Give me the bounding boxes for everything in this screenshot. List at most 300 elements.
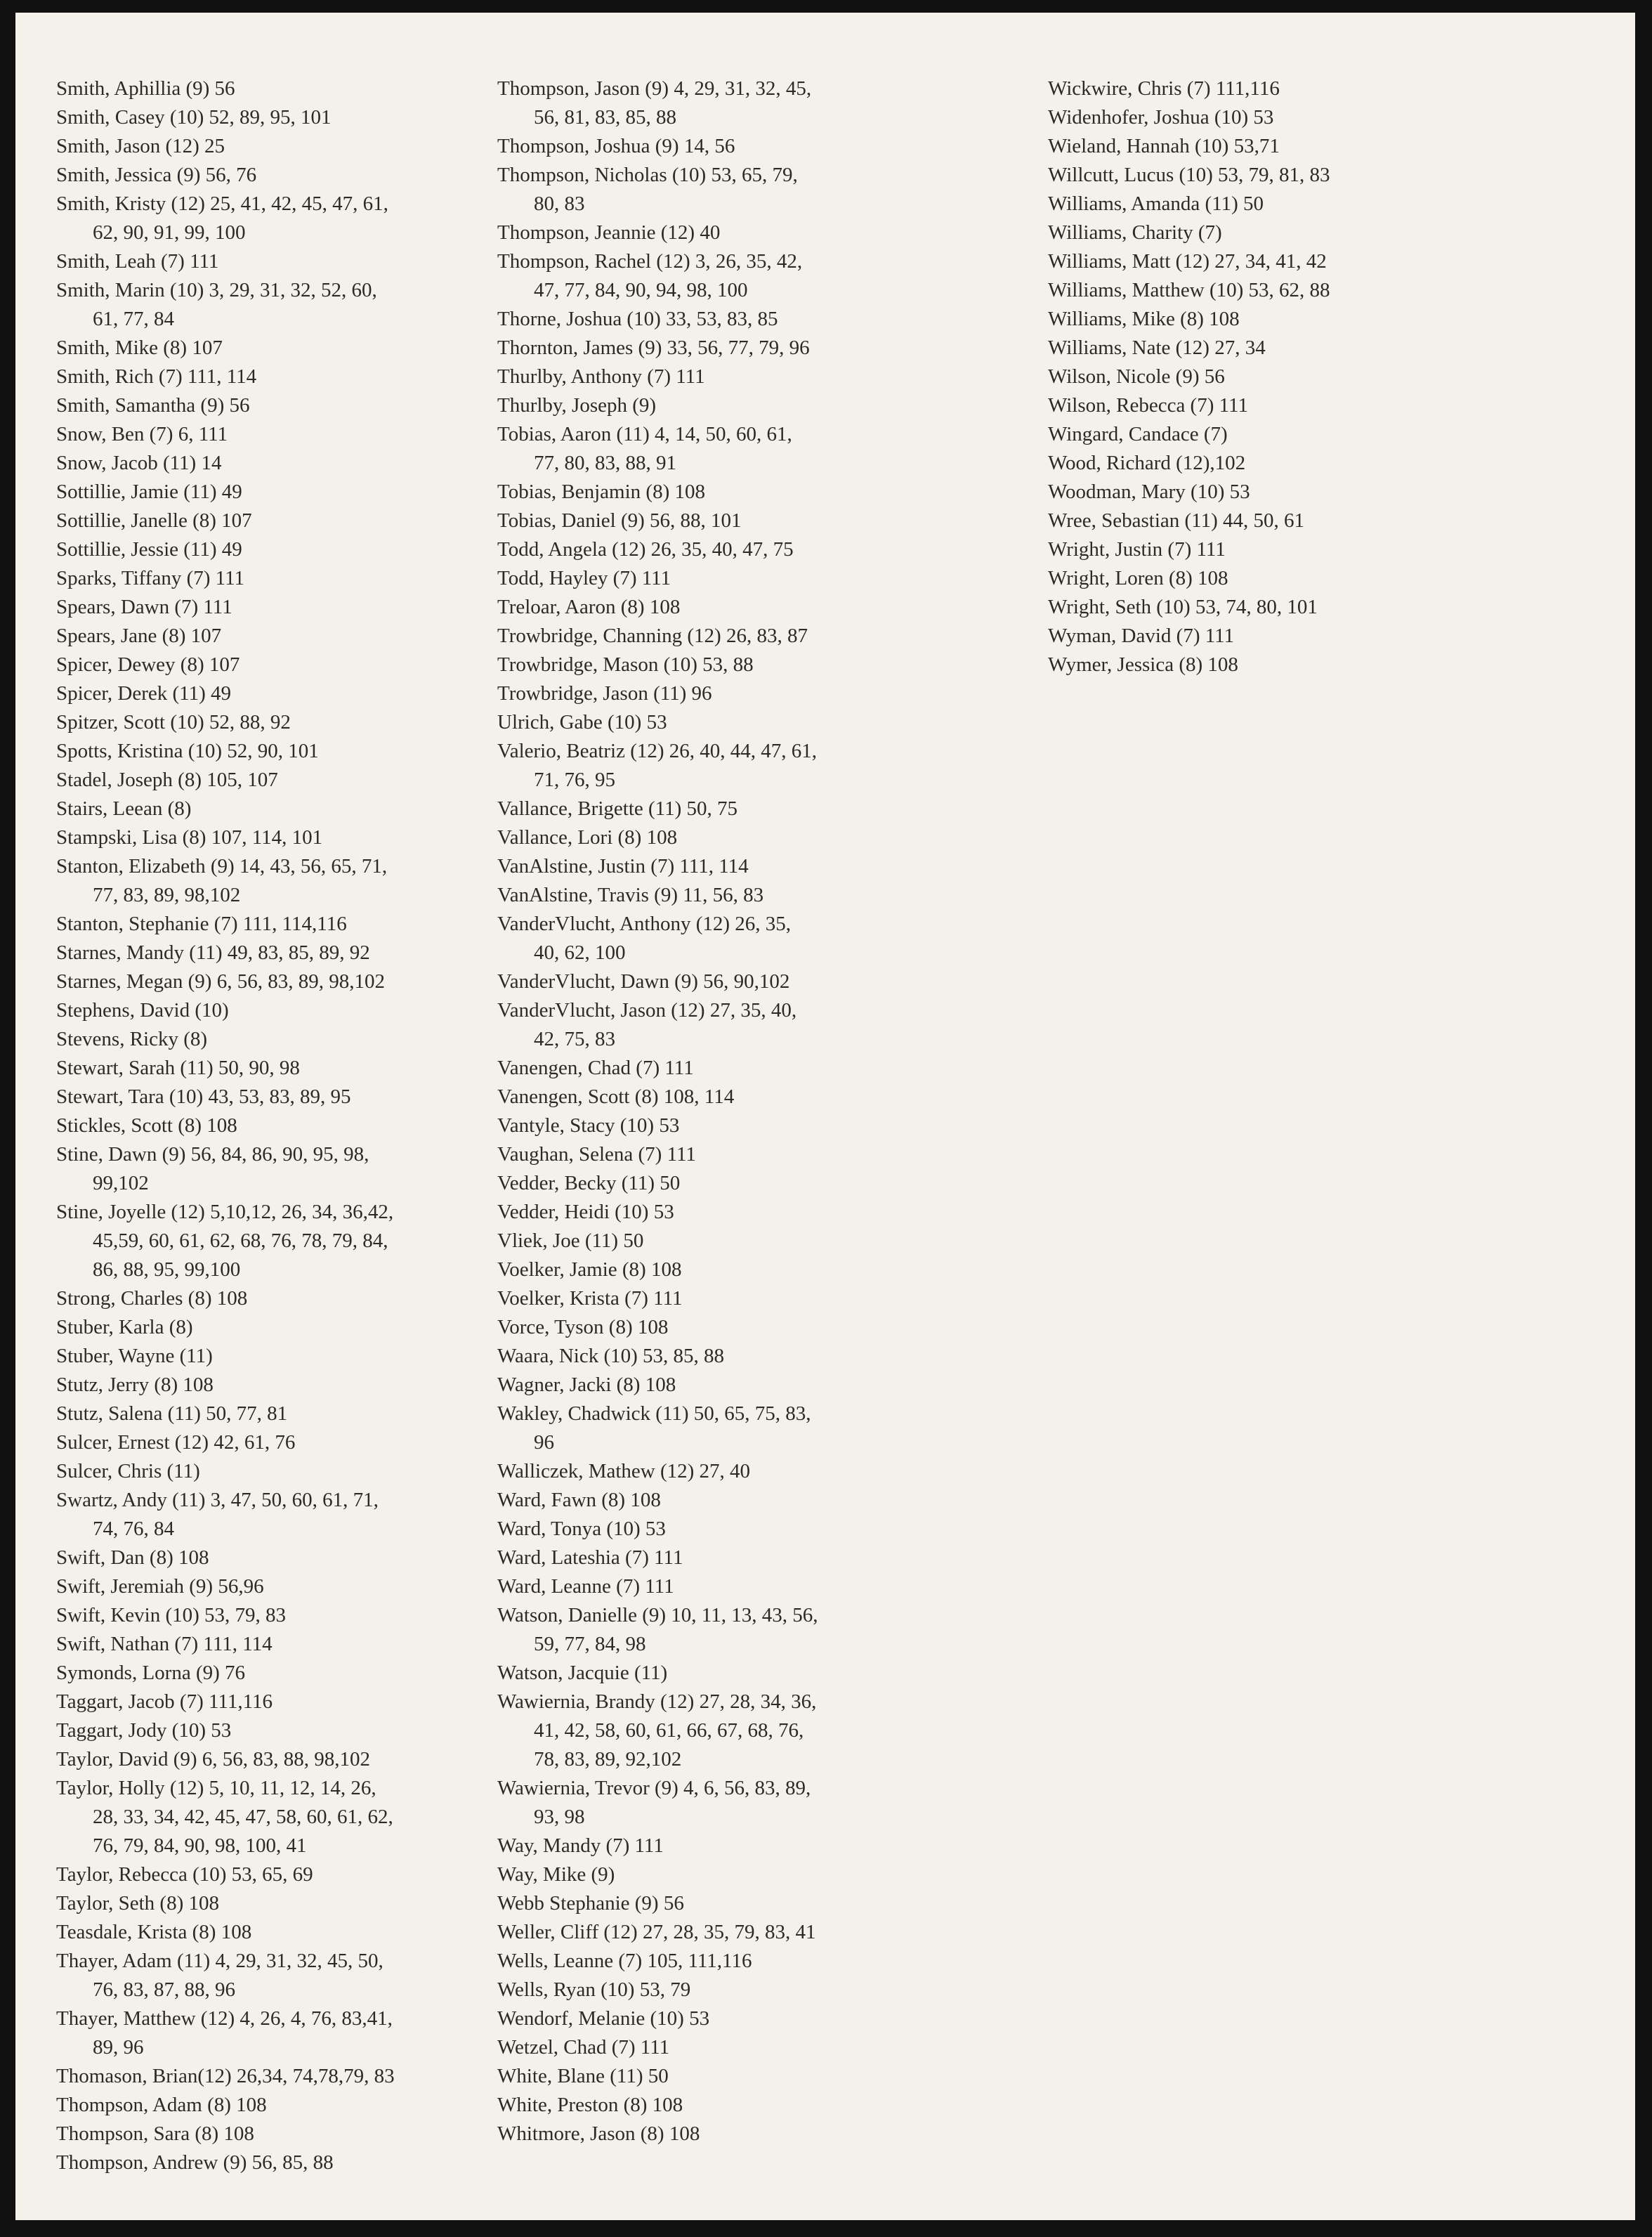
index-entry	[56, 1457, 478, 1486]
index-entry	[56, 1400, 478, 1428]
index-entry	[56, 74, 478, 103]
index-entry-name-line: Wetzel, Chad (7) 111	[497, 2036, 670, 2059]
index-entry-name-line: Wright, Loren (8) 108	[1048, 567, 1228, 589]
index-entry-name-line: Todd, Hayley (7) 111	[497, 567, 671, 589]
index-entry-name-line: Spears, Jane (8) 107	[56, 625, 222, 647]
index-entry-name-line: Taylor, Holly (12) 5, 10, 11, 12, 14, 26,	[56, 1777, 376, 1799]
index-entry-name-line: Sulcer, Ernest (12) 42, 61, 76	[56, 1431, 296, 1454]
index-entry	[497, 2062, 1031, 2091]
index-entry	[1048, 132, 1596, 161]
index-entry	[56, 1860, 478, 1889]
index-entry	[56, 1544, 478, 1572]
index-entry-page-continuation: 40, 62, 100	[534, 941, 626, 964]
index-entry	[497, 1774, 1031, 1832]
index-entry	[497, 622, 1031, 651]
index-entry	[497, 1918, 1031, 1947]
index-entry-name-line: Strong, Charles (8) 108	[56, 1287, 248, 1310]
index-entry-name-line: Ward, Fawn (8) 108	[497, 1489, 661, 1511]
index-entry	[56, 1371, 478, 1400]
index-entry	[56, 1054, 478, 1083]
index-entry	[497, 881, 1031, 910]
index-entry	[497, 2120, 1031, 2148]
index-entry	[1048, 535, 1596, 564]
index-entry-name-line: Weller, Cliff (12) 27, 28, 35, 79, 83, 41	[497, 1921, 816, 1943]
index-entry-name-line: Thompson, Nicholas (10) 53, 65, 79,	[497, 164, 798, 186]
index-entry-name-line: Wawiernia, Trevor (9) 4, 6, 56, 83, 89,	[497, 1777, 811, 1799]
index-entry	[497, 593, 1031, 622]
index-entry-name-line: Williams, Matthew (10) 53, 62, 88	[1048, 279, 1330, 301]
index-entry-name-line: Vantyle, Stacy (10) 53	[497, 1114, 680, 1137]
index-entry-name-line: White, Blane (11) 50	[497, 2065, 669, 2087]
index-entry-name-line: Voelker, Jamie (8) 108	[497, 1258, 682, 1281]
index-entry-name-line: Swift, Nathan (7) 111, 114	[56, 1633, 273, 1655]
index-entry-name-line: Stanton, Elizabeth (9) 14, 43, 56, 65, 71,	[56, 855, 388, 878]
index-entry	[497, 737, 1031, 795]
index-entry-name-line: Sottillie, Jamie (11) 49	[56, 481, 242, 503]
index-entry-name-line: Todd, Angela (12) 26, 35, 40, 47, 75	[497, 538, 794, 561]
index-entry	[497, 1688, 1031, 1774]
index-entry	[56, 2004, 478, 2062]
index-entry	[56, 276, 478, 334]
index-entry	[56, 1716, 478, 1745]
index-entry	[1048, 420, 1596, 449]
index-entry-name-line: Williams, Amanda (11) 50	[1048, 193, 1264, 215]
index-entry-name-line: Stine, Dawn (9) 56, 84, 86, 90, 95, 98,	[56, 1143, 369, 1166]
index-entry-name-line: Watson, Danielle (9) 10, 11, 13, 43, 56,	[497, 1604, 818, 1626]
index-entry-name-line: Stine, Joyelle (12) 5,10,12, 26, 34, 36,42,	[56, 1201, 394, 1223]
index-entry-name-line: Wawiernia, Brandy (12) 27, 28, 34, 36,	[497, 1690, 817, 1713]
index-entry-name-line: Sparks, Tiffany (7) 111	[56, 567, 244, 589]
index-entry-name-line: Woodman, Mary (10) 53	[1048, 481, 1250, 503]
index-entry-name-line: Thomason, Brian(12) 26,34, 74,78,79, 83	[56, 2065, 395, 2087]
index-entry-name-line: Taylor, Seth (8) 108	[56, 1892, 219, 1915]
index-entry-name-line: Spitzer, Scott (10) 52, 88, 92	[56, 711, 291, 733]
index-entry	[56, 1313, 478, 1342]
index-entry	[56, 1774, 478, 1860]
index-entry-name-line: Widenhofer, Joshua (10) 53	[1048, 106, 1274, 129]
index-entry	[497, 1400, 1031, 1457]
index-entry-name-line: Voelker, Krista (7) 111	[497, 1287, 683, 1310]
index-entry-name-line: Stutz, Salena (11) 50, 77, 81	[56, 1402, 288, 1425]
index-entry-name-line: Vaughan, Selena (7) 111	[497, 1143, 696, 1166]
index-entry-page-continuation: 78, 83, 89, 92,102	[534, 1748, 682, 1770]
index-entry	[56, 996, 478, 1025]
index-entry-name-line: White, Preston (8) 108	[497, 2094, 683, 2116]
index-entry	[1048, 449, 1596, 478]
index-entry	[56, 190, 478, 247]
index-entry	[497, 1572, 1031, 1601]
index-entry	[56, 1486, 478, 1544]
index-entry	[1048, 219, 1596, 247]
index-entry-name-line: Symonds, Lorna (9) 76	[56, 1662, 246, 1684]
index-entry	[497, 507, 1031, 535]
index-entry-name-line: Trowbridge, Channing (12) 26, 83, 87	[497, 625, 808, 647]
index-entry-name-line: Williams, Mike (8) 108	[1048, 308, 1240, 330]
index-entry-name-line: Williams, Matt (12) 27, 34, 41, 42	[1048, 250, 1327, 273]
index-entry-name-line: Stampski, Lisa (8) 107, 114, 101	[56, 826, 323, 849]
index-entry-name-line: Vliek, Joe (11) 50	[497, 1230, 644, 1252]
index-entry-name-line: Williams, Charity (7)	[1048, 221, 1222, 244]
index-entry-name-line: Stuber, Karla (8)	[56, 1316, 193, 1338]
index-entry	[56, 247, 478, 276]
index-entry	[497, 1860, 1031, 1889]
index-entry	[497, 161, 1031, 219]
index-entry-name-line: Thompson, Andrew (9) 56, 85, 88	[56, 2151, 334, 2174]
index-entry-page-continuation: 76, 83, 87, 88, 96	[93, 1978, 235, 2001]
index-entry	[1048, 247, 1596, 276]
index-entry-name-line: Spotts, Kristina (10) 52, 90, 101	[56, 740, 319, 762]
index-entry-name-line: Taylor, Rebecca (10) 53, 65, 69	[56, 1863, 313, 1886]
index-entry	[497, 2091, 1031, 2120]
index-entry	[497, 420, 1031, 478]
index-entry-name-line: Taggart, Jody (10) 53	[56, 1719, 232, 1742]
index-entry-name-line: Teasdale, Krista (8) 108	[56, 1921, 252, 1943]
index-entry-name-line: Wright, Justin (7) 111	[1048, 538, 1226, 561]
index-entry	[56, 737, 478, 766]
index-entry	[497, 1342, 1031, 1371]
index-entry	[497, 1169, 1031, 1198]
index-entry-name-line: Stuber, Wayne (11)	[56, 1345, 213, 1367]
index-entry-name-line: Thompson, Jeannie (12) 40	[497, 221, 721, 244]
index-entry-name-line: Trowbridge, Mason (10) 53, 88	[497, 653, 754, 676]
index-entry	[497, 478, 1031, 507]
index-entry-name-line: VanderVlucht, Dawn (9) 56, 90,102	[497, 970, 790, 993]
index-entry	[56, 478, 478, 507]
index-entry	[497, 823, 1031, 852]
index-entry	[56, 708, 478, 737]
index-entry-page-continuation: 59, 77, 84, 98	[534, 1633, 646, 1655]
index-entry-name-line: Thurlby, Anthony (7) 111	[497, 365, 705, 388]
index-entry-name-line: Wickwire, Chris (7) 111,116	[1048, 77, 1280, 100]
index-entry	[1048, 276, 1596, 305]
index-column-1	[56, 74, 478, 2177]
index-entry	[497, 334, 1031, 363]
index-entry	[497, 1111, 1031, 1140]
index-entry	[1048, 334, 1596, 363]
index-entry-name-line: Thayer, Matthew (12) 4, 26, 4, 76, 83,41,	[56, 2007, 393, 2030]
index-entry-name-line: Taggart, Jacob (7) 111,116	[56, 1690, 273, 1713]
index-entry	[497, 1054, 1031, 1083]
index-entry-name-line: Smith, Jason (12) 25	[56, 135, 225, 157]
index-entry	[56, 334, 478, 363]
index-entry	[56, 1947, 478, 2004]
index-entry-name-line: Ward, Tonya (10) 53	[497, 1518, 666, 1540]
index-entry-name-line: Vallance, Brigette (11) 50, 75	[497, 797, 738, 820]
index-entry-name-line: Swift, Kevin (10) 53, 79, 83	[56, 1604, 287, 1626]
index-entry-name-line: Wingard, Candace (7)	[1048, 423, 1228, 445]
index-entry-name-line: Smith, Casey (10) 52, 89, 95, 101	[56, 106, 332, 129]
index-entry	[56, 2062, 478, 2091]
index-entry-page-continuation: 62, 90, 91, 99, 100	[93, 221, 246, 244]
index-column-3	[1048, 74, 1596, 679]
index-entry-name-line: Vanengen, Scott (8) 108, 114	[497, 1085, 735, 1108]
index-entry	[497, 1371, 1031, 1400]
index-entry-name-line: Snow, Jacob (11) 14	[56, 452, 222, 474]
index-entry	[1048, 103, 1596, 132]
index-entry	[1048, 564, 1596, 593]
index-entry	[56, 391, 478, 420]
index-entry-page-continuation: 77, 83, 89, 98,102	[93, 884, 241, 906]
index-entry-name-line: Thayer, Adam (11) 4, 29, 31, 32, 45, 50,	[56, 1950, 383, 1972]
index-entry	[56, 420, 478, 449]
index-entry	[497, 910, 1031, 967]
index-entry-name-line: Vallance, Lori (8) 108	[497, 826, 678, 849]
index-entry-page-continuation: 41, 42, 58, 60, 61, 66, 67, 68, 76,	[534, 1719, 804, 1742]
index-entry	[497, 2004, 1031, 2033]
index-entry-page-continuation: 99,102	[93, 1172, 149, 1194]
index-entry-name-line: Snow, Ben (7) 6, 111	[56, 423, 228, 445]
index-entry-page-continuation: 77, 80, 83, 88, 91	[534, 452, 676, 474]
index-entry	[1048, 622, 1596, 651]
index-entry-name-line: Tobias, Benjamin (8) 108	[497, 481, 705, 503]
index-entry-page-continuation: 76, 79, 84, 90, 98, 100, 41	[93, 1834, 307, 1857]
index-entry	[56, 2091, 478, 2120]
index-entry-name-line: Vedder, Heidi (10) 53	[497, 1201, 674, 1223]
index-entry	[497, 708, 1031, 737]
index-entry	[56, 967, 478, 996]
index-entry	[497, 1284, 1031, 1313]
index-entry-name-line: Thorne, Joshua (10) 33, 53, 83, 85	[497, 308, 778, 330]
index-entry-name-line: Wilson, Nicole (9) 56	[1048, 365, 1225, 388]
index-entry-name-line: Wree, Sebastian (11) 44, 50, 61	[1048, 509, 1304, 532]
index-entry	[56, 449, 478, 478]
index-entry-name-line: Wieland, Hannah (10) 53,71	[1048, 135, 1280, 157]
index-entry	[56, 2120, 478, 2148]
index-entry-name-line: Thompson, Joshua (9) 14, 56	[497, 135, 735, 157]
index-entry-name-line: Wendorf, Melanie (10) 53	[497, 2007, 710, 2030]
index-entry-name-line: Ward, Leanne (7) 111	[497, 1575, 674, 1598]
index-entry	[1048, 190, 1596, 219]
index-entry	[1048, 363, 1596, 391]
index-entry	[56, 1342, 478, 1371]
index-page	[15, 13, 1635, 2220]
index-entry	[497, 1083, 1031, 1111]
index-entry	[497, 679, 1031, 708]
index-entry-page-continuation: 28, 33, 34, 42, 45, 47, 58, 60, 61, 62,	[93, 1806, 393, 1828]
index-entry	[56, 132, 478, 161]
index-entry-name-line: Spears, Dawn (7) 111	[56, 596, 232, 618]
index-entry-page-continuation: 42, 75, 83	[534, 1028, 615, 1050]
index-entry	[497, 219, 1031, 247]
index-entry-name-line: Vorce, Tyson (8) 108	[497, 1316, 669, 1338]
index-entry-page-continuation: 56, 81, 83, 85, 88	[534, 106, 676, 129]
index-entry	[497, 1515, 1031, 1544]
index-entry	[56, 1601, 478, 1630]
index-entry	[56, 1198, 478, 1284]
index-entry-name-line: Wilson, Rebecca (7) 111	[1048, 394, 1248, 417]
index-entry-name-line: Tobias, Aaron (11) 4, 14, 50, 60, 61,	[497, 423, 792, 445]
index-entry	[56, 564, 478, 593]
index-entry	[56, 1140, 478, 1198]
index-entry-name-line: Ward, Lateshia (7) 111	[497, 1546, 683, 1569]
index-entry	[497, 247, 1031, 305]
index-entry	[1048, 507, 1596, 535]
index-entry-name-line: Swartz, Andy (11) 3, 47, 50, 60, 61, 71,	[56, 1489, 379, 1511]
index-entry-name-line: Treloar, Aaron (8) 108	[497, 596, 681, 618]
index-entry-name-line: Willcutt, Lucus (10) 53, 79, 81, 83	[1048, 164, 1330, 186]
index-entry	[56, 795, 478, 823]
index-entry-name-line: Smith, Marin (10) 3, 29, 31, 32, 52, 60,	[56, 279, 377, 301]
index-entry	[56, 1111, 478, 1140]
index-entry	[56, 622, 478, 651]
index-entry-name-line: Whitmore, Jason (8) 108	[497, 2122, 700, 2145]
index-entry	[56, 1428, 478, 1457]
index-entry-name-line: VanderVlucht, Jason (12) 27, 35, 40,	[497, 999, 797, 1022]
index-entry	[497, 1198, 1031, 1227]
index-entry-name-line: Starnes, Megan (9) 6, 56, 83, 89, 98,102	[56, 970, 385, 993]
index-entry	[56, 766, 478, 795]
index-entry-name-line: Wood, Richard (12),102	[1048, 452, 1246, 474]
index-entry-name-line: Trowbridge, Jason (11) 96	[497, 682, 712, 705]
index-entry	[497, 74, 1031, 132]
index-entry-name-line: Wyman, David (7) 111	[1048, 625, 1235, 647]
index-entry	[1048, 478, 1596, 507]
index-entry	[56, 939, 478, 967]
index-entry	[56, 1572, 478, 1601]
index-entry-name-line: Webb Stephanie (9) 56	[497, 1892, 684, 1915]
index-entry	[497, 1140, 1031, 1169]
index-entry	[497, 305, 1031, 334]
index-entry-name-line: Thompson, Adam (8) 108	[56, 2094, 267, 2116]
index-entry	[56, 1745, 478, 1774]
index-entry	[56, 161, 478, 190]
index-entry	[497, 1256, 1031, 1284]
index-entry	[497, 132, 1031, 161]
index-entry	[56, 1918, 478, 1947]
index-entry-name-line: Stickles, Scott (8) 108	[56, 1114, 237, 1137]
index-entry	[497, 363, 1031, 391]
index-entry-page-continuation: 80, 83	[534, 193, 585, 215]
index-entry	[56, 507, 478, 535]
index-entry-name-line: VanAlstine, Travis (9) 11, 56, 83	[497, 884, 764, 906]
index-entry-name-line: Ulrich, Gabe (10) 53	[497, 711, 667, 733]
index-entry	[497, 1486, 1031, 1515]
index-entry-page-continuation: 47, 77, 84, 90, 94, 98, 100	[534, 279, 748, 301]
index-entry	[56, 1025, 478, 1054]
index-entry-name-line: Stadel, Joseph (8) 105, 107	[56, 769, 278, 791]
index-entry-name-line: Sottillie, Janelle (8) 107	[56, 509, 252, 532]
index-entry-name-line: VanderVlucht, Anthony (12) 26, 35,	[497, 913, 792, 935]
index-entry-name-line: Stairs, Leean (8)	[56, 797, 192, 820]
index-entry-name-line: Swift, Dan (8) 108	[56, 1546, 209, 1569]
index-entry-name-line: Tobias, Daniel (9) 56, 88, 101	[497, 509, 742, 532]
index-entry-name-line: Thompson, Sara (8) 108	[56, 2122, 254, 2145]
index-entry	[497, 1976, 1031, 2004]
index-entry-name-line: Smith, Leah (7) 111	[56, 250, 219, 273]
index-entry	[497, 1947, 1031, 1976]
index-entry-name-line: Sulcer, Chris (11)	[56, 1460, 200, 1482]
index-entry	[497, 852, 1031, 881]
index-entry	[1048, 74, 1596, 103]
index-entry-name-line: Smith, Mike (8) 107	[56, 337, 223, 359]
index-entry	[497, 1544, 1031, 1572]
index-entry-name-line: Wagner, Jacki (8) 108	[497, 1374, 676, 1396]
index-entry	[497, 1313, 1031, 1342]
index-entry	[56, 651, 478, 679]
index-column-2	[497, 74, 1031, 2148]
index-entry	[56, 1630, 478, 1659]
index-entry	[56, 823, 478, 852]
index-entry	[56, 593, 478, 622]
index-entry	[497, 1659, 1031, 1688]
index-entry-name-line: Thompson, Rachel (12) 3, 26, 35, 42,	[497, 250, 803, 273]
index-entry-name-line: Stevens, Ricky (8)	[56, 1028, 208, 1050]
index-entry-name-line: Sottillie, Jessie (11) 49	[56, 538, 242, 561]
index-entry-name-line: Vedder, Becky (11) 50	[497, 1172, 681, 1194]
index-entry	[56, 910, 478, 939]
index-entry-name-line: Smith, Kristy (12) 25, 41, 42, 45, 47, 61,	[56, 193, 388, 215]
index-entry-name-line: Stewart, Tara (10) 43, 53, 83, 89, 95	[56, 1085, 351, 1108]
index-entry	[56, 535, 478, 564]
index-entry	[497, 391, 1031, 420]
index-entry	[1048, 593, 1596, 622]
index-entry	[56, 679, 478, 708]
index-entry	[497, 1601, 1031, 1659]
index-entry-name-line: Stutz, Jerry (8) 108	[56, 1374, 214, 1396]
index-entry	[497, 1832, 1031, 1860]
index-entry-page-continuation: 71, 76, 95	[534, 769, 615, 791]
index-entry-name-line: Waara, Nick (10) 53, 85, 88	[497, 1345, 725, 1367]
index-entry-name-line: Wells, Ryan (10) 53, 79	[497, 1978, 691, 2001]
index-entry	[56, 2148, 478, 2177]
index-entry	[497, 1227, 1031, 1256]
index-entry-name-line: Wright, Seth (10) 53, 74, 80, 101	[1048, 596, 1318, 618]
index-entry	[56, 1284, 478, 1313]
index-entry	[56, 852, 478, 910]
index-entry-name-line: Smith, Aphillia (9) 56	[56, 77, 235, 100]
index-entry	[56, 1083, 478, 1111]
index-entry	[56, 103, 478, 132]
index-entry-name-line: Stanton, Stephanie (7) 111, 114,116	[56, 913, 347, 935]
index-entry-name-line: Thurlby, Joseph (9)	[497, 394, 657, 417]
index-entry-page-continuation: 93, 98	[534, 1806, 585, 1828]
index-entry	[497, 1889, 1031, 1918]
index-entry-name-line: Wells, Leanne (7) 105, 111,116	[497, 1950, 752, 1972]
index-entry	[1048, 391, 1596, 420]
index-entry-name-line: Spicer, Dewey (8) 107	[56, 653, 240, 676]
index-entry-name-line: Vanengen, Chad (7) 111	[497, 1057, 694, 1079]
index-entry	[56, 1688, 478, 1716]
index-entry	[497, 2033, 1031, 2062]
index-entry-name-line: Wymer, Jessica (8) 108	[1048, 653, 1238, 676]
index-entry-name-line: VanAlstine, Justin (7) 111, 114	[497, 855, 749, 878]
index-entry	[497, 535, 1031, 564]
index-entry-name-line: Taylor, David (9) 6, 56, 83, 88, 98,102	[56, 1748, 371, 1770]
index-entry-name-line: Swift, Jeremiah (9) 56,96	[56, 1575, 264, 1598]
index-entry	[56, 1889, 478, 1918]
index-entry	[56, 1659, 478, 1688]
index-entry-page-continuation: 86, 88, 95, 99,100	[93, 1258, 241, 1281]
index-entry	[497, 1457, 1031, 1486]
index-entry	[497, 651, 1031, 679]
index-entry-page-continuation: 74, 76, 84	[93, 1518, 174, 1540]
index-entry-name-line: Valerio, Beatriz (12) 26, 40, 44, 47, 61,	[497, 740, 818, 762]
index-entry-name-line: Wakley, Chadwick (11) 50, 65, 75, 83,	[497, 1402, 811, 1425]
index-entry-name-line: Walliczek, Mathew (12) 27, 40	[497, 1460, 751, 1482]
index-entry-page-continuation: 61, 77, 84	[93, 308, 174, 330]
index-entry	[497, 795, 1031, 823]
index-entry	[1048, 305, 1596, 334]
index-entry	[1048, 161, 1596, 190]
index-entry-name-line: Thornton, James (9) 33, 56, 77, 79, 96	[497, 337, 810, 359]
index-entry-name-line: Thompson, Jason (9) 4, 29, 31, 32, 45,	[497, 77, 812, 100]
index-entry	[497, 564, 1031, 593]
index-entry-name-line: Smith, Jessica (9) 56, 76	[56, 164, 257, 186]
index-entry-name-line: Smith, Rich (7) 111, 114	[56, 365, 257, 388]
index-entry-name-line: Way, Mandy (7) 111	[497, 1834, 664, 1857]
index-entry-name-line: Stephens, David (10)	[56, 999, 229, 1022]
index-entry-name-line: Starnes, Mandy (11) 49, 83, 85, 89, 92	[56, 941, 370, 964]
